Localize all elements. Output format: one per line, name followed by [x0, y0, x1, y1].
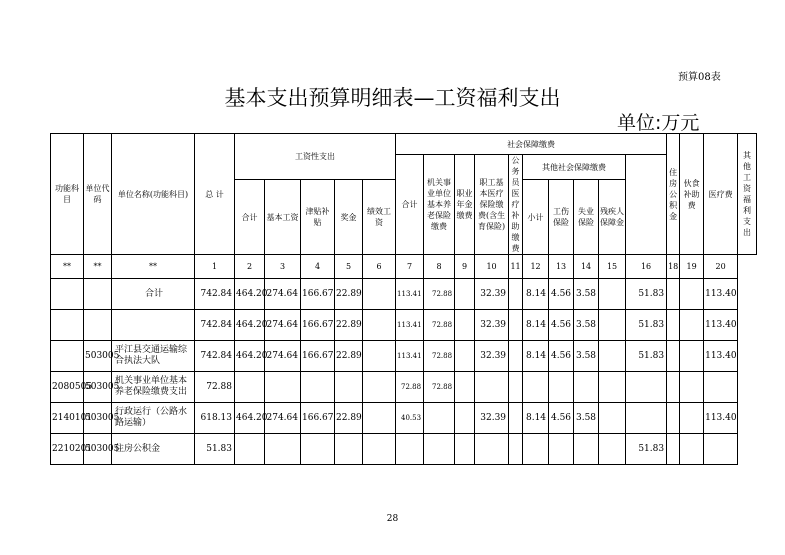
- medical-cell: 32.39: [475, 403, 509, 434]
- medical-cell: 32.39: [475, 310, 509, 341]
- meal-allowance-cell: [667, 372, 680, 403]
- table-row: [51, 279, 757, 310]
- other-social-total-cell: [523, 434, 549, 465]
- func-subject-cell: [51, 310, 84, 341]
- medical-fee-cell: [680, 279, 704, 310]
- column-number: 14: [574, 255, 599, 279]
- column-number: 12: [523, 255, 549, 279]
- disability-cell: [599, 372, 626, 403]
- table-row: [51, 434, 757, 465]
- budget-table: [50, 133, 757, 465]
- other-welfare-cell: 113.40: [704, 279, 738, 310]
- pension-cell: [424, 403, 455, 434]
- column-number: 18: [667, 255, 680, 279]
- bonus-cell: 22.89: [335, 403, 363, 434]
- pension-cell: 72.88: [424, 279, 455, 310]
- performance-cell: [363, 341, 396, 372]
- annuity-cell: [455, 310, 475, 341]
- medical-cell: 32.39: [475, 341, 509, 372]
- medical-fee-cell: [680, 310, 704, 341]
- allowance-cell: 166.67: [301, 341, 335, 372]
- column-number: 4: [301, 255, 335, 279]
- column-number: 10: [475, 255, 509, 279]
- injury-cell: 4.56: [549, 279, 574, 310]
- unit-code-cell: [84, 310, 112, 341]
- column-number: 5: [335, 255, 363, 279]
- table-row: [51, 372, 757, 403]
- header-unemployment: 失业保险: [574, 180, 599, 255]
- civil-medical-cell: [509, 279, 523, 310]
- table-row: [51, 341, 757, 372]
- column-number: **: [84, 255, 112, 279]
- header-basic-salary: 基本工资: [265, 180, 301, 255]
- injury-cell: 4.56: [549, 403, 574, 434]
- other-welfare-cell: [704, 372, 738, 403]
- header-other-social-group: 其他社会保障缴费: [523, 155, 626, 180]
- other-welfare-cell: 113.40: [704, 403, 738, 434]
- header-other-welfare: 其他工资福利支出: [738, 134, 757, 255]
- total-cell: 618.13: [195, 403, 235, 434]
- injury-cell: [549, 372, 574, 403]
- performance-cell: [363, 434, 396, 465]
- unit-code-cell: 503005: [84, 403, 112, 434]
- func-subject-cell: 2210201: [51, 434, 84, 465]
- annuity-cell: [455, 279, 475, 310]
- salary-total-cell: 464.20: [235, 403, 265, 434]
- basic-salary-cell: 274.64: [265, 279, 301, 310]
- housing-fund-cell: [626, 403, 667, 434]
- header-injury: 工伤保险: [549, 180, 574, 255]
- column-number: 6: [363, 255, 396, 279]
- basic-salary-cell: 274.64: [265, 403, 301, 434]
- salary-total-cell: 464.20: [235, 341, 265, 372]
- allowance-cell: 166.67: [301, 403, 335, 434]
- injury-cell: [549, 434, 574, 465]
- column-number: 20: [704, 255, 738, 279]
- medical-fee-cell: [680, 403, 704, 434]
- page-title: 基本支出预算明细表—工资福利支出: [224, 86, 561, 110]
- performance-cell: [363, 403, 396, 434]
- disability-cell: [599, 341, 626, 372]
- unit-code-cell: 503005: [84, 341, 112, 372]
- header-medical: 职工基本医疗保险缴费(含生育保险): [475, 155, 509, 255]
- column-number: 7: [396, 255, 424, 279]
- other-social-total-cell: [523, 372, 549, 403]
- social-total-cell: 40.53: [396, 403, 424, 434]
- column-number: 9: [455, 255, 475, 279]
- unit-name-cell: [112, 310, 195, 341]
- unit-code-cell: 503005: [84, 372, 112, 403]
- header-bonus: 奖金: [335, 180, 363, 255]
- column-number: 19: [680, 255, 704, 279]
- header-medical-fee: 医疗费: [704, 134, 738, 255]
- salary-total-cell: [235, 372, 265, 403]
- bonus-cell: 22.89: [335, 341, 363, 372]
- unit-name-cell: 机关事业单位基本养老保险缴费支出: [112, 372, 195, 403]
- medical-cell: [475, 434, 509, 465]
- performance-cell: [363, 372, 396, 403]
- header-unit-name: 单位名称(功能科目): [112, 134, 195, 255]
- other-welfare-cell: 113.40: [704, 341, 738, 372]
- social-total-cell: 72.88: [396, 372, 424, 403]
- header-performance: 绩效工资: [363, 180, 396, 255]
- column-number: 1: [195, 255, 235, 279]
- disability-cell: [599, 434, 626, 465]
- medical-fee-cell: [680, 434, 704, 465]
- column-number: 15: [599, 255, 626, 279]
- basic-salary-cell: [265, 372, 301, 403]
- header-civil-medical: 公务员医疗补助缴费: [509, 155, 523, 255]
- disability-cell: [599, 403, 626, 434]
- header-meal-allowance: 伙食补助费: [680, 134, 704, 255]
- column-number: 2: [235, 255, 265, 279]
- other-welfare-cell: [704, 434, 738, 465]
- civil-medical-cell: [509, 341, 523, 372]
- annuity-cell: [455, 341, 475, 372]
- allowance-cell: [301, 372, 335, 403]
- social-total-cell: 113.41: [396, 279, 424, 310]
- bonus-cell: [335, 372, 363, 403]
- housing-fund-cell: 51.83: [626, 310, 667, 341]
- meal-allowance-cell: [667, 341, 680, 372]
- total-cell: 72.88: [195, 372, 235, 403]
- column-number: **: [51, 255, 84, 279]
- meal-allowance-cell: [667, 434, 680, 465]
- performance-cell: [363, 279, 396, 310]
- total-cell: 742.84: [195, 279, 235, 310]
- other-social-total-cell: 8.14: [523, 403, 549, 434]
- disability-cell: [599, 310, 626, 341]
- header-unit-code: 单位代码: [84, 134, 112, 255]
- civil-medical-cell: [509, 310, 523, 341]
- unit-name-cell: 合计: [112, 279, 195, 310]
- civil-medical-cell: [509, 403, 523, 434]
- other-welfare-cell: 113.40: [704, 310, 738, 341]
- annuity-cell: [455, 403, 475, 434]
- bonus-cell: 22.89: [335, 310, 363, 341]
- disability-cell: [599, 279, 626, 310]
- salary-total-cell: [235, 434, 265, 465]
- unit-code-cell: [84, 279, 112, 310]
- column-number: 11: [509, 255, 523, 279]
- header-pension: 机关事业单位基本养老保险缴费: [424, 155, 455, 255]
- civil-medical-cell: [509, 434, 523, 465]
- bonus-cell: [335, 434, 363, 465]
- injury-cell: 4.56: [549, 341, 574, 372]
- column-number: 16: [626, 255, 667, 279]
- medical-cell: 32.39: [475, 279, 509, 310]
- social-total-cell: [396, 434, 424, 465]
- total-cell: 742.84: [195, 310, 235, 341]
- table-row: [51, 403, 757, 434]
- pension-cell: [424, 434, 455, 465]
- unit-label: 单位:万元: [617, 112, 700, 134]
- salary-total-cell: 464.20: [235, 279, 265, 310]
- allowance-cell: 166.67: [301, 279, 335, 310]
- housing-fund-cell: 51.83: [626, 341, 667, 372]
- page-number: 28: [386, 514, 399, 524]
- unemployment-cell: [574, 434, 599, 465]
- injury-cell: 4.56: [549, 310, 574, 341]
- pension-cell: 72.88: [424, 341, 455, 372]
- unemployment-cell: 3.58: [574, 279, 599, 310]
- unemployment-cell: 3.58: [574, 310, 599, 341]
- pension-cell: 72.88: [424, 372, 455, 403]
- social-total-cell: 113.41: [396, 310, 424, 341]
- table-body: [51, 279, 757, 465]
- header-social-group: 社会保障缴费: [396, 134, 667, 155]
- header-total: 总 计: [195, 134, 235, 255]
- func-subject-cell: [51, 341, 84, 372]
- header-allowance: 津贴补贴: [301, 180, 335, 255]
- unemployment-cell: [574, 372, 599, 403]
- unemployment-cell: 3.58: [574, 341, 599, 372]
- meal-allowance-cell: [667, 403, 680, 434]
- allowance-cell: [301, 434, 335, 465]
- other-social-total-cell: 8.14: [523, 341, 549, 372]
- header-disability: 残疾人保障金: [599, 180, 626, 255]
- column-number: **: [112, 255, 195, 279]
- salary-total-cell: 464.20: [235, 310, 265, 341]
- basic-salary-cell: [265, 434, 301, 465]
- performance-cell: [363, 310, 396, 341]
- header-annuity: 职业年金缴费: [455, 155, 475, 255]
- func-subject-cell: 2140101: [51, 403, 84, 434]
- housing-fund-cell: [626, 372, 667, 403]
- medical-fee-cell: [680, 341, 704, 372]
- allowance-cell: 166.67: [301, 310, 335, 341]
- annuity-cell: [455, 372, 475, 403]
- func-subject-cell: 2080505: [51, 372, 84, 403]
- unit-code-cell: 503005: [84, 434, 112, 465]
- bonus-cell: 22.89: [335, 279, 363, 310]
- other-social-total-cell: 8.14: [523, 279, 549, 310]
- column-number-row: [51, 255, 757, 279]
- civil-medical-cell: [509, 372, 523, 403]
- header-salary-group: 工资性支出: [235, 134, 396, 180]
- func-subject-cell: [51, 279, 84, 310]
- table-row: [51, 310, 757, 341]
- total-cell: 742.84: [195, 341, 235, 372]
- header-other-total: 小计: [523, 180, 549, 255]
- basic-salary-cell: 274.64: [265, 341, 301, 372]
- header-salary-total: 合计: [235, 180, 265, 255]
- meal-allowance-cell: [667, 279, 680, 310]
- column-number: 8: [424, 255, 455, 279]
- housing-fund-cell: 51.83: [626, 434, 667, 465]
- social-total-cell: 113.41: [396, 341, 424, 372]
- column-number: 13: [549, 255, 574, 279]
- unit-name-cell: 住房公积金: [112, 434, 195, 465]
- annuity-cell: [455, 434, 475, 465]
- basic-salary-cell: 274.64: [265, 310, 301, 341]
- unemployment-cell: 3.58: [574, 403, 599, 434]
- medical-fee-cell: [680, 372, 704, 403]
- header-social-total: 合计: [396, 155, 424, 255]
- form-number: 预算08表: [678, 72, 721, 83]
- unit-name-cell: 平江县交通运输综合执法大队: [112, 341, 195, 372]
- unit-name-cell: 行政运行（公路水路运输）: [112, 403, 195, 434]
- pension-cell: 72.88: [424, 310, 455, 341]
- header-func-subject: 功能科目: [51, 134, 84, 255]
- other-social-total-cell: 8.14: [523, 310, 549, 341]
- meal-allowance-cell: [667, 310, 680, 341]
- column-number: 3: [265, 255, 301, 279]
- header-housing-fund: 住房公积金: [667, 134, 680, 255]
- medical-cell: [475, 372, 509, 403]
- total-cell: 51.83: [195, 434, 235, 465]
- housing-fund-cell: 51.83: [626, 279, 667, 310]
